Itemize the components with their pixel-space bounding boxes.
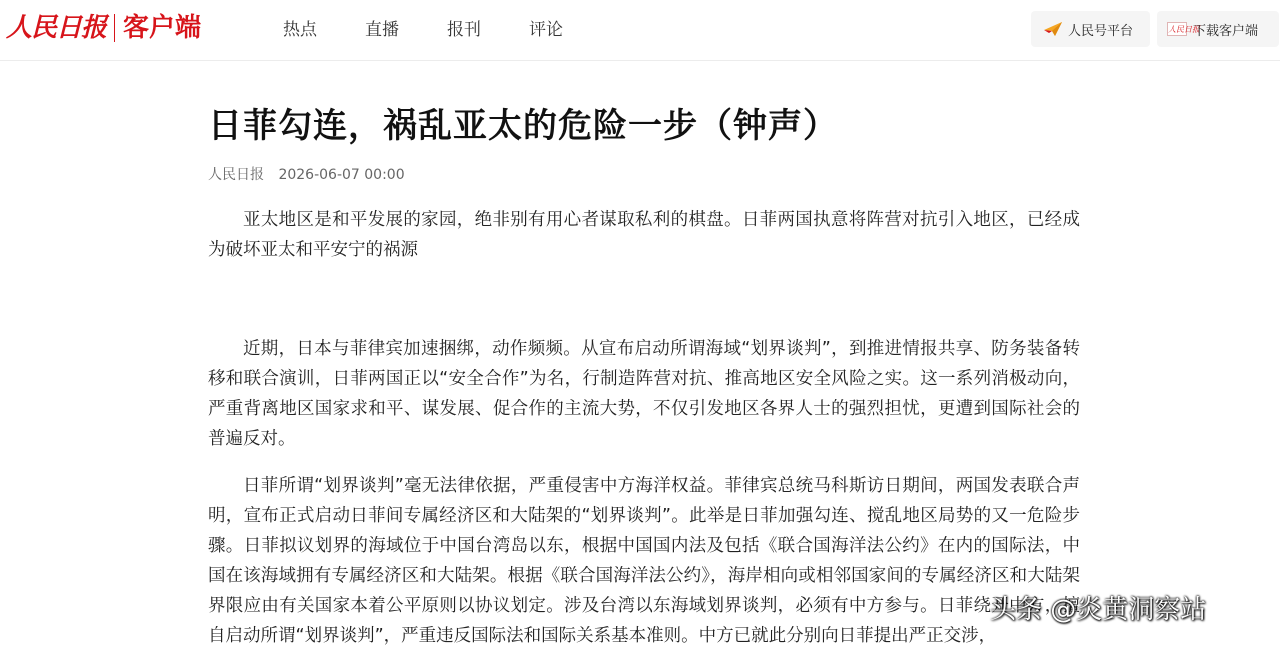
article-meta (208, 165, 415, 185)
nav-item-hot[interactable]: 热点 (283, 20, 317, 40)
platform-button[interactable] (1031, 11, 1150, 47)
site-logo[interactable] (6, 8, 201, 48)
article-paragraph: 日菲所谓“划界谈判”毫无法律依据，严重侵害中方海洋权益。菲律宾总统马科斯访日期间，两国发表联合声明，宣布正式启动日菲间专属经济区和大陆架的“划界谈判”。此举是日菲加强勾连、搅乱地区局势的又一危险步骤。日菲拟议划界的海域位于中国台湾岛以东，根据中国国内法及包括《联合国海洋法公约》在内的国际法，中国在该海域拥有专属经济区和大陆架。根据《联合国海洋法公约》，海岸相向或相邻国家间的专属经济区和大陆架界限应由有关国家本着公平原则以协议划定。涉及台湾以东海域划界谈判，必须有中方参与。日菲绕开中方，擅自启动所谓“划界谈判”，严重违反国际法和国际关系基本准则。中方已就此分别向日菲提出严正交涉， (208, 476, 1080, 646)
platform-button-label: 人民号平台 (1068, 23, 1134, 39)
people-daily-logo-icon: 人民日报 (1167, 22, 1187, 36)
nav-item-live[interactable]: 直播 (365, 20, 399, 40)
watermark: 头条 @炎黄洞察站 (990, 595, 1207, 625)
nav-item-newspaper[interactable]: 报刊 (447, 20, 481, 40)
article-title: 日菲勾连，祸乱亚太的危险一步（钟声） (208, 106, 838, 146)
article-source[interactable]: 人民日报 (208, 167, 264, 183)
download-client-button[interactable] (1157, 11, 1279, 47)
logo-client-text: 客户端 (123, 13, 202, 43)
article-paragraph-summary: 亚太地区是和平发展的家园，绝非别有用心者谋取私利的棋盘。日菲两国执意将阵营对抗引入地区，已经成为破坏亚太和平安宁的祸源 (208, 210, 1080, 260)
download-button-label: 下载客户端 (1193, 23, 1259, 39)
logo-divider (114, 14, 115, 42)
paper-plane-icon (1043, 21, 1063, 37)
article-datetime: 2026-06-07 00:00 (278, 167, 405, 183)
logo-mark: 人民日报 (6, 13, 107, 43)
nav-item-comment[interactable]: 评论 (529, 20, 563, 40)
top-header (0, 0, 1280, 61)
article-paragraph: 近期，日本与菲律宾加速捆绑，动作频频。从宣布启动所谓海域“划界谈判”，到推进情报共享、防务装备转移和联合演训，日菲两国正以“安全合作”为名，行制造阵营对抗、推高地区安全风险之实。这一系列消极动向，严重背离地区国家求和平、谋发展、促合作的主流大势，不仅引发地区各界人士的强烈担忧，更遭到国际社会的普遍反对。 (208, 339, 1080, 449)
main-nav (283, 18, 611, 42)
